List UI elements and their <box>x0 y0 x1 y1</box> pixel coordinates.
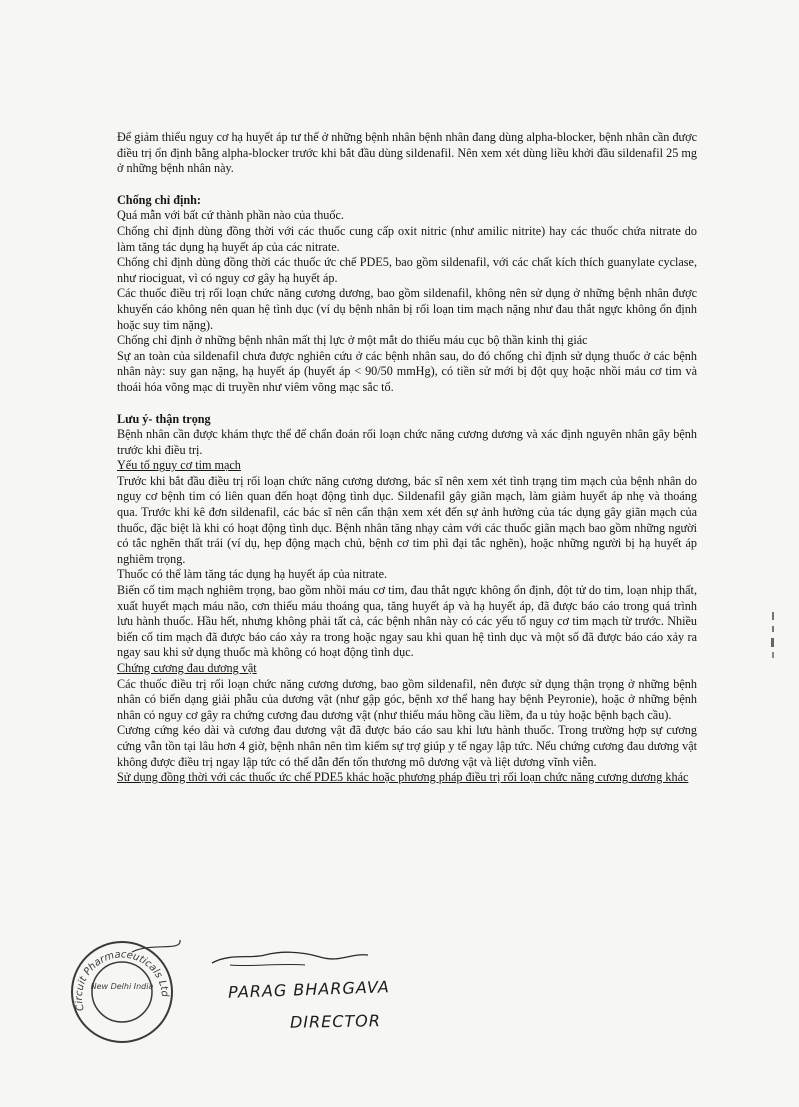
cardio-paragraph: Trước khi bắt đầu điều trị rối loạn chức năng cương dương, bác sĩ nên xem xét tình trạng tim mạch của bệnh nhân do nguy cơ bệnh tim có liên quan đến hoạt động tình dục. Sildenafil gây giãn mạch, làm giảm huyết áp nhẹ và thoáng qua. Trước khi kê đơn sildenafil, các bác sĩ nên cẩn thận xem xét đến sự ảnh hưởng của tác dụng gây giãn mạch của thuốc, đặc biệt là khi có hoạt động tình dục. Bệnh nhân tăng nhạy cảm với các thuốc giãn mạch bao gồm những người có tắc nghẽn thất trái (ví dụ, hẹp động mạch chủ, bệnh cơ tim phì đại tắc nghẽn), hoặc những người bị hạ huyết áp nghiêm trọng. <box>117 473 697 566</box>
contraindication-item: Chống chỉ định ở những bệnh nhân mất thị lực ở một mắt do thiếu máu cục bộ thần kinh thị giác <box>117 333 588 348</box>
cardio-paragraph: Thuốc có thể làm tăng tác dụng hạ huyết áp của nitrate. <box>117 567 388 582</box>
intro-paragraph: Để giảm thiểu nguy cơ hạ huyết áp tư thế ở những bệnh nhân bệnh nhân đang dùng alpha-blocker, bệnh nhân cần được điều trị ổn định bằng alpha-blocker trước khi bắt đầu dùng sildenafil. Nên xem xét dùng liều khởi đầu sildenafil 25 mg ở những bệnh nhân này. <box>117 130 697 176</box>
company-stamp <box>62 932 182 1052</box>
cardio-subheading: Yếu tố nguy cơ tim mạch <box>117 458 241 473</box>
priapism-subheading: Chứng cương đau dương vật <box>117 661 257 675</box>
spacer <box>117 177 697 193</box>
signature-scribble <box>210 945 370 969</box>
contraindication-item: Chống chỉ định dùng đồng thời với các thuốc cung cấp oxit nitric (như amilic nitrite) hay các thuốc chứa nitrate do làm tăng tác dụng hạ huyết áp của các nitrate. <box>117 223 697 254</box>
precautions-heading: Lưu ý- thận trọng <box>117 411 211 426</box>
concomitant-subheading: Sử dụng đồng thời với các thuốc ức chế PDE5 khác hoặc phương pháp điều trị rối loạn chức năng cương dương khác <box>117 770 689 785</box>
contraindication-item: Các thuốc điều trị rối loạn chức năng cương dương, bao gồm sildenafil, không nên sử dụng ở những bệnh nhân được khuyến cáo không nên quan hệ tình dục (ví dụ bệnh nhân bị rối loạn tim mạch nặng như đau thắt ngực không ổn định hoặc suy tim nặng). <box>117 286 697 332</box>
cardio-paragraph: Biến cố tim mạch nghiêm trọng, bao gồm nhồi máu cơ tim, đau thắt ngực không ổn định, đột tử do tim, loạn nhịp thất, xuất huyết mạch máu não, cơn thiếu máu thoáng qua, tăng huyết áp và hạ huyết áp, đã được báo cáo trong quá trình lưu hành thuốc. Hầu hết, nhưng không phải tất cả, các bệnh nhân này có các yếu tố nguy cơ tim mạch từ trước. Nhiều biến cố tim mạch đã được báo cáo xảy ra trong hoặc ngay sau khi quan hệ tình dục và một số đã được báo cáo xảy ra ngay sau khi sử dụng thuốc mà không có hoạt động tình dục. <box>117 583 697 660</box>
contraindication-item: Chống chỉ định dùng đồng thời các thuốc ức chế PDE5, bao gồm sildenafil, với các chất kích thích guanylate cyclase, như riociguat, vì có nguy cơ gây hạ huyết áp. <box>117 255 697 285</box>
svg-text:Circuit Pharmaceuticals Ltd <box>74 949 170 1012</box>
spacer <box>117 396 697 412</box>
signatory-title: DIRECTOR <box>289 1011 382 1032</box>
contraindications-heading: Chống chỉ định: <box>117 192 201 207</box>
priapism-paragraph: Cương cứng kéo dài và cương đau dương vật đã được báo cáo sau khi lưu hành thuốc. Trong trường hợp sự cương cứng vẫn tồn tại lâu hơn 4 giờ, bệnh nhân nên tìm kiếm sự trợ giúp y tế ngay lập tức. Nếu chứng cương đau dương vật không được điều trị ngay lập tức có thể dẫn đến tổn thương mô dương vật và liệt dương vĩnh viễn. <box>117 723 697 769</box>
stamp-outer-label: Circuit Pharmaceuticals Ltd <box>73 949 171 1012</box>
document-body <box>117 130 697 786</box>
contraindication-item: Quá mẫn với bất cứ thành phần nào của thuốc. <box>117 208 344 223</box>
precautions-intro: Bệnh nhân cần được khám thực thể để chẩn đoán rối loạn chức năng cương dương và xác định nguyên nhân gây bệnh trước khi điều trị. <box>117 427 697 457</box>
contraindication-item: Sự an toàn của sildenafil chưa được nghiên cứu ở các bệnh nhân sau, do đó chống chỉ định sử dụng thuốc ở các bệnh nhân này: suy gan nặng, hạ huyết áp (huyết áp < 90/50 mmHg), có tiền sử mới bị đột quỵ hoặc nhồi máu cơ tim và thoái hóa võng mạc di truyền như viêm võng mạc sắc tố. <box>117 348 697 394</box>
priapism-paragraph: Các thuốc điều trị rối loạn chức năng cương dương, bao gồm sildenafil, nên được sử dụng thận trọng ở những bệnh nhân có biến dạng giải phẫu của dương vật (như gập góc, bệnh xơ thể hang hay bệnh Peyronie), hoặc ở những bệnh nhân có nguy cơ gây ra chứng cương đau dương vật (như thiếu máu hồng cầu liềm, đa u tủy hoặc bệnh bạch cầu). <box>117 676 697 722</box>
stamp-inner-label: New Delhi India <box>90 982 154 991</box>
scan-artifact <box>770 612 778 662</box>
signatory-name: PARAG BHARGAVA <box>227 977 391 1002</box>
